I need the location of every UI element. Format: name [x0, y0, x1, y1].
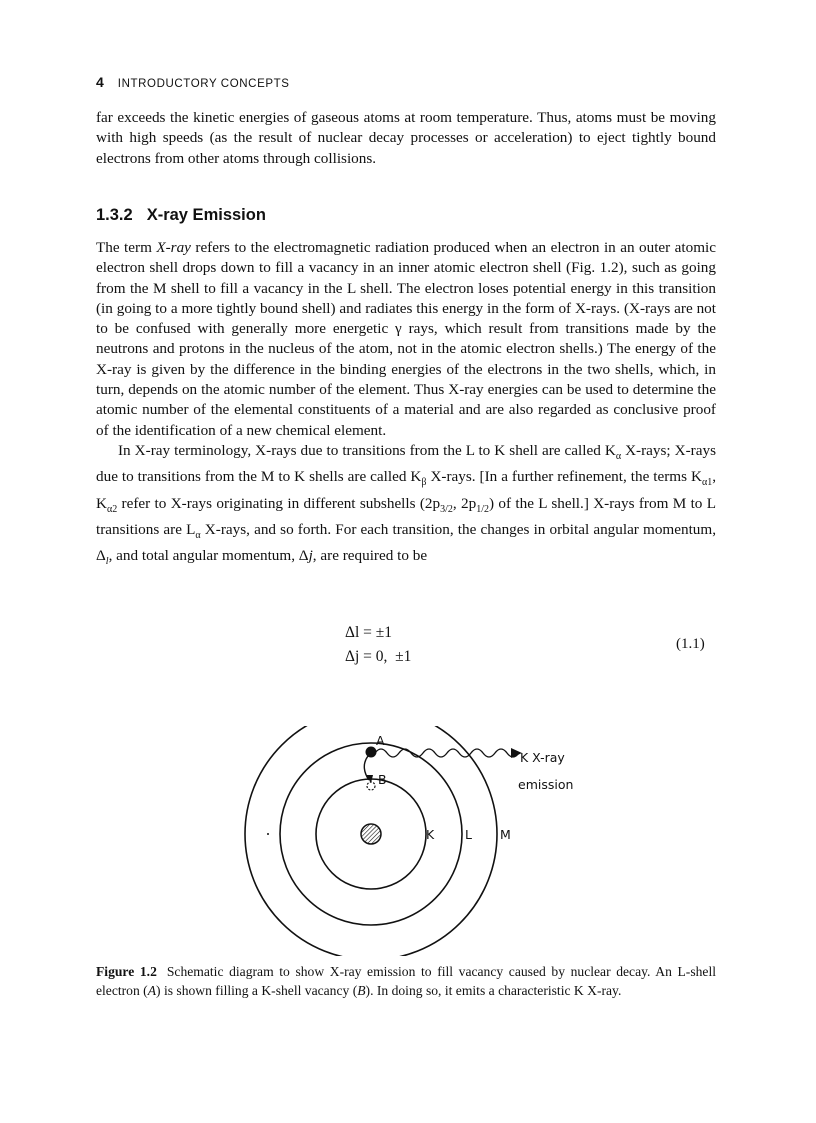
p2-s8: l	[105, 556, 109, 568]
electron-a	[366, 747, 377, 758]
equation-number: (1.1)	[676, 636, 705, 652]
p2-t5: refer to X-rays originating in different subshells (2p	[117, 494, 441, 512]
p2-t3: X-rays. [In a further refinement, the terms K	[426, 468, 702, 486]
p2-s5: 3/2	[440, 503, 453, 515]
intro-paragraph-text: far exceeds the kinetic energies of gaseous atoms at room temperature. Thus, atoms must be moving with high speeds (as the result of nuclear decay processes or acceleration) to eject tightly bound electrons from other atoms through collisions.	[96, 109, 716, 167]
section-number: 1.3.2	[96, 206, 133, 224]
body-text	[96, 238, 716, 573]
equation-line-1: Δl = ±1	[345, 624, 393, 641]
caption-a: A	[147, 983, 157, 998]
label-a: A	[376, 733, 385, 748]
running-title: INTRODUCTORY CONCEPTS	[117, 78, 290, 90]
section-title: X-ray Emission	[146, 206, 266, 224]
p2-t8: X-rays, and so forth. For each transition, the changes in orbital angular momentum, Δ	[96, 520, 716, 565]
nucleus	[361, 824, 381, 844]
caption-b: B	[357, 983, 366, 998]
p2-s6: 1/2	[476, 503, 490, 515]
p2-s7: α	[195, 529, 201, 541]
label-k-xray: K X-ray	[520, 750, 565, 765]
p2-t1: In X-ray terminology, X-rays due to transitions from the L to K shell are called K	[118, 441, 616, 459]
p2-s2: β	[421, 477, 427, 489]
figure-caption	[96, 962, 716, 1000]
label-shell-k: K	[426, 827, 435, 842]
p2-s1: α	[615, 451, 622, 462]
caption-text-2: ) is shown filling a K-shell vacancy (	[156, 983, 358, 998]
vacancy-b	[367, 782, 375, 790]
p2-t7: ) of the L shell.] X-rays from M to L transitions are L	[96, 494, 717, 538]
caption-label: Figure 1.2	[96, 964, 157, 979]
running-head	[96, 74, 290, 90]
p2-t4: , K	[96, 468, 717, 512]
p2-s3: α1	[701, 477, 713, 489]
label-emission: emission	[518, 777, 574, 792]
p1-text-b: refers to the electromagnetic radiation produced when an electron in an outer atomic electron shell drops down to fill a vacancy in an inner atomic electron shell (Fig. 1.2), such as going from the M shell to fill a vacancy in the L shell. The electron loses potential energy in this transition (in going to a more tightly bound shell) and radiates this energy in the form of X-rays. (X-rays are not to be confused with generally more energetic γ rays, which result from transitions made by the neutrons and protons in the nucleus of the atom, not in the atomic electron shells.) The energy of the X-ray is given by the difference in the binding energies of the electrons in the two shells, which, in turn, depends on the atomic number of the element. Thus X-ray energies can be used to determine the atomic number of the elemental constituents of a material and are also regarded as conclusive proof of the identification of a new chemical element.	[96, 239, 716, 439]
tick-mark-left	[267, 833, 269, 835]
paragraph-2	[96, 441, 716, 573]
p1-term: X-ray	[156, 239, 191, 256]
p2-t10: , are required to be	[312, 547, 428, 565]
figure-atom-diagram	[230, 726, 590, 956]
p2-j: j	[308, 547, 313, 565]
intro-paragraph	[96, 108, 716, 169]
paragraph-1	[96, 238, 716, 441]
p2-t6: , 2p	[452, 494, 477, 512]
caption-text-3: ). In doing so, it emits a characteristic K X-ray.	[365, 983, 622, 998]
p2-t9: , and total angular momentum, Δ	[108, 547, 309, 565]
label-shell-m: M	[500, 827, 511, 842]
p1-text-a: The term	[96, 239, 157, 256]
p2-s4: α2	[106, 503, 118, 515]
label-b: B	[378, 772, 387, 787]
caption-text-1: Schematic diagram to show X-ray emission to fill vacancy caused by nuclear decay. An L-shell electron (	[96, 964, 717, 998]
page-number: 4	[96, 74, 104, 90]
p2-t2: X-rays; X-rays due to transitions from the M to K shells are called K	[96, 441, 716, 486]
label-shell-l: L	[465, 827, 472, 842]
section-heading	[96, 206, 266, 225]
equation-line-2: Δj = 0, ±1	[345, 648, 412, 665]
xray-wave	[375, 749, 519, 757]
